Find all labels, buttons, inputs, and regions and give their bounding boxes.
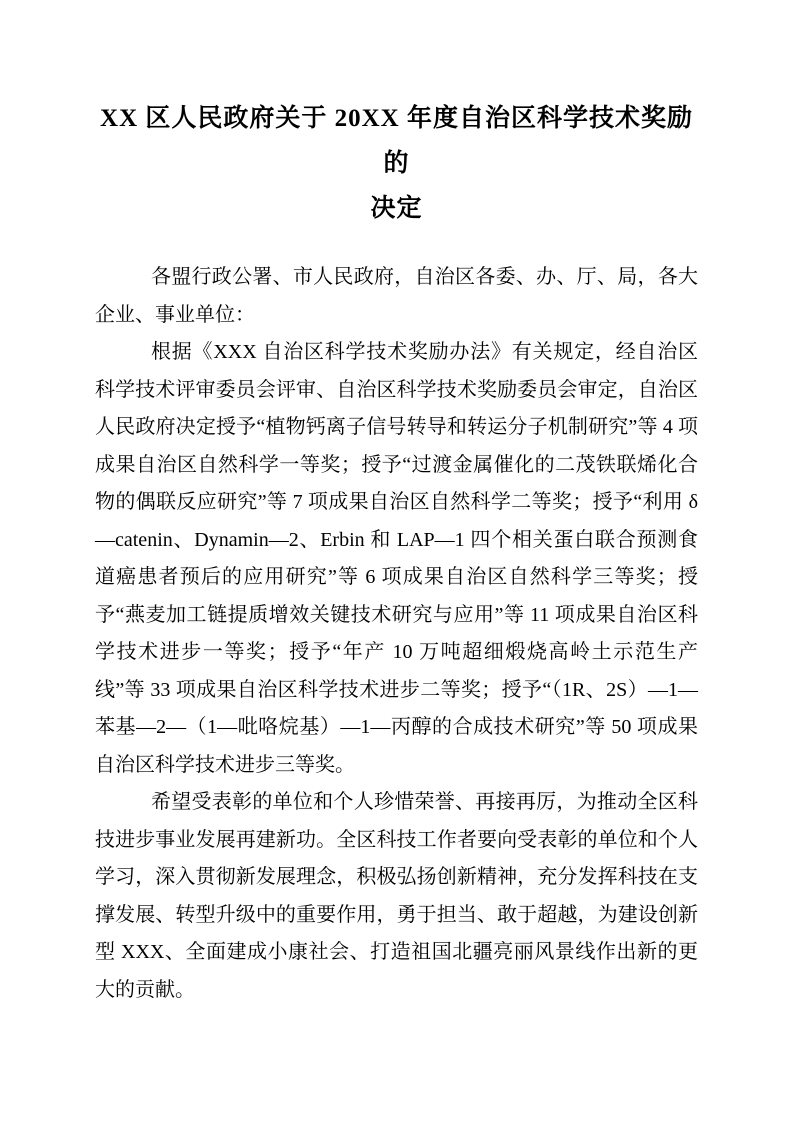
- document-title: [95, 96, 698, 231]
- paragraph-closing-exhortation: 希望受表彰的单位和个人珍惜荣誉、再接再厉，为推动全区科技进步事业发展再建新功。全区科技工作者要向受表彰的单位和个人学习，深入贯彻新发展理念，积极弘扬创新精神，充分发挥科技在支撑发展、转型升级中的重要作用，勇于担当、敢于超越，为建设创新型 XXX、全面建成小康社会、打造祖国北疆亮丽风景线作出新的更大的贡献。: [95, 791, 698, 1001]
- document-body: [95, 259, 698, 1009]
- document-title-line-2: 决定: [370, 195, 423, 222]
- paragraph-award-decision: 根据《XXX 自治区科学技术奖励办法》有关规定，经自治区科学技术评审委员会评审、自治区科学技术奖励委员会审定，自治区人民政府决定授予“植物钙离子信号转导和转运分子机制研究”等 4 项成果自治区自然科学一等奖；授予“过渡金属催化的二茂铁联烯化合物的偶联反应研究”等 7 项成果自治区自然科学二等奖；授予“利用 δ—catenin、Dynamin—2、Erbin 和 LAP—1 四个相关蛋白联合预测食道癌患者预后的应用研究”等 6 项成果自治区自然科学三等奖；授予“燕麦加工链提质增效关键技术研究与应用”等 11 项成果自治区科学技术进步一等奖；授予“年产 10 万吨超细煅烧高岭土示范生产线”等 33 项成果自治区科学技术进步二等奖；授予“（1R、2S）—1—苯基—2—（1—吡咯烷基）—1—丙醇的合成技术研究”等 50 项成果自治区科学技术进步三等奖。: [95, 341, 698, 776]
- document-title-line-1: XX 区人民政府关于 20XX 年度自治区科学技术奖励的: [100, 105, 693, 177]
- paragraph-salutation: 各盟行政公署、市人民政府，自治区各委、办、厅、局，各大企业、事业单位：: [95, 266, 698, 326]
